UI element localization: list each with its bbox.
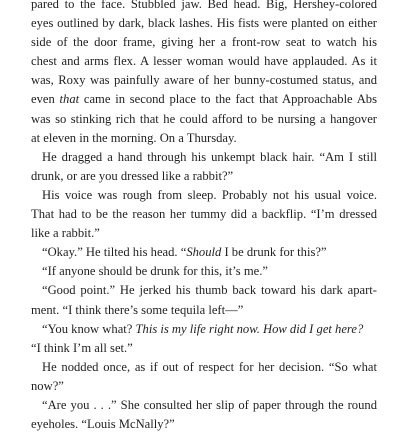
text-segment: “If anyone should be drunk for this, it’s me.”	[42, 264, 268, 279]
text-segment: came in second place to the fact that Approachable Abs	[79, 92, 377, 107]
italic-text: Should	[186, 245, 222, 260]
text-segment: pared to the face. Stubbled jaw. Bed head. Big, Hershey-colored	[31, 0, 377, 11]
text-segment: at eleven in the morning. On a Thursday.	[31, 130, 237, 145]
italic-text: This is my life right now. How did I get here?	[135, 321, 364, 336]
text-segment: like a rabbit.”	[31, 226, 100, 241]
text-segment: eyeholes. “Louis McNally?”	[31, 417, 175, 432]
text-line	[31, 33, 377, 52]
text-line	[31, 148, 377, 167]
text-line	[31, 129, 377, 148]
text-segment: “I think I’m all set.”	[31, 340, 133, 355]
text-line	[31, 167, 377, 186]
text-line	[31, 262, 377, 281]
text-segment: He nodded once, as if out of respect for her decision. “So what	[42, 359, 377, 374]
text-line	[31, 110, 377, 129]
text-segment: He dragged a hand through his unkempt black hair. “Am I still	[42, 149, 377, 164]
text-line	[31, 14, 377, 33]
text-segment: drunk, or are you dressed like a rabbit?”	[31, 168, 234, 183]
text-line	[31, 71, 377, 90]
text-segment: chest and arms flex. A lesser woman would have applauded. As it	[31, 54, 377, 69]
body-text	[31, 0, 377, 434]
italic-text: that	[59, 92, 80, 107]
text-segment: side of the door frame, giving her a front-row seat to watch his	[31, 35, 377, 50]
text-segment: “You know what?	[42, 321, 136, 336]
text-line	[31, 377, 377, 396]
text-line	[31, 396, 377, 415]
text-line	[31, 224, 377, 243]
text-segment: That had to be the reason her tummy did a backflip. “I’m dressed	[31, 207, 377, 222]
text-segment: even	[31, 92, 60, 107]
text-segment: now?”	[31, 378, 64, 393]
text-line	[31, 205, 377, 224]
text-line	[31, 339, 377, 358]
text-segment: His voice was rough from sleep. Probably not his usual voice.	[42, 187, 377, 202]
text-segment: was so stinking rich that he could afford to be nursing a hangover	[31, 111, 377, 126]
text-segment: “Okay.” He tilted his head. “	[42, 245, 187, 260]
text-line	[31, 52, 377, 71]
text-segment: I be drunk for this?”	[221, 245, 327, 260]
text-line	[31, 0, 377, 14]
text-line	[31, 320, 377, 339]
text-segment: “Good point.” He jerked his thumb back toward his dark apart-	[42, 283, 377, 298]
text-segment: “Are you . . .” She consulted her slip of paper through the round	[42, 397, 377, 412]
text-segment: eyes outlined by dark, black lashes. His fists were planted on either	[31, 16, 377, 31]
text-segment: ment. “I think there’s some tequila left—”	[31, 302, 244, 317]
text-line	[31, 415, 377, 434]
text-line	[31, 186, 377, 205]
text-segment: was, Roxy was painfully aware of her bunny-costumed status, and	[31, 73, 377, 88]
text-line	[31, 301, 377, 320]
text-line	[31, 90, 377, 109]
text-line	[31, 281, 377, 300]
text-line	[31, 243, 377, 262]
text-line	[31, 358, 377, 377]
